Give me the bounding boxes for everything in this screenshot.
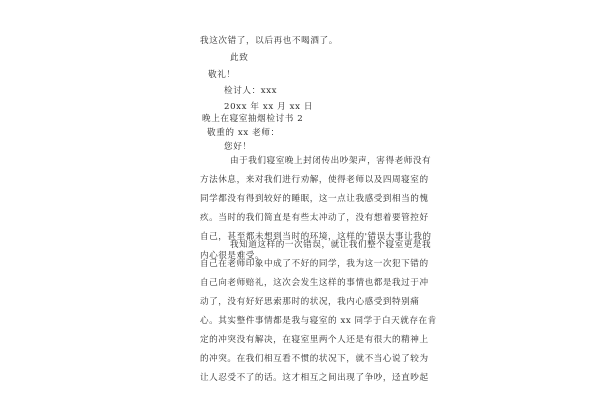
paragraph-2-line: 动了，没有好好思索那时的状况，我内心感受到特别痛 (200, 297, 420, 307)
closing-salute: 敬礼！ (208, 70, 236, 80)
paragraph-1-line: 由于我们寝室晚上封闭传出吵架声，害得老师没有 (230, 156, 432, 166)
top-line: 我这次错了，以后再也不喝酒了。 (200, 36, 338, 46)
paragraph-1-line: 自己，甚至都未想到当时的环境，这样的'错误大事让我的 (200, 232, 432, 242)
paragraph-2-line: 的冲突。在我们相互看不惯的状况下，就不当心说了较为 (200, 354, 429, 364)
paragraph-1-line: 方法休息，来对我们进行劝解，使得老师以及四周寝室的 (200, 175, 429, 185)
paragraph-1-line: 内心很是难受。 (200, 251, 265, 261)
closing-regards: 此致 (230, 53, 249, 63)
date-line: 20xx 年 xx 月 xx 日 (224, 102, 314, 112)
salutation: 敬重的 xx 老师： (207, 128, 280, 138)
paragraph-2 (200, 236, 437, 388)
paragraph-1-line: 同学都没有得到较好的睡眠，这一点让我感受到相当的愧 (200, 194, 429, 204)
greeting: 您好！ (224, 142, 252, 152)
paragraph-2-line: 自己在老师印象中成了不好的同学，我为这一次犯下错的 (200, 259, 429, 269)
paragraph-2-line: 自己向老师赔礼，这次会发生这样的事情也都是我过于冲 (200, 278, 429, 288)
section-title: 晚上在寝室抽烟检讨书 2 (202, 114, 304, 124)
signer-line: 检讨人：xxx (224, 86, 278, 96)
paragraph-2-line: 让人忍受不了的话。这才相互之间出现了争吵，迳直吵起 (200, 373, 429, 383)
paragraph-1-line: 疚。当时的我们简直是有些太冲动了，没有想着要管控好 (200, 213, 429, 223)
paragraph-2-line: 我知道这样的一次错误，就让我们整个寝室更是我 (230, 240, 432, 250)
paragraph-2-line: 定的冲突没有解决，在寝室里两个人还是有很大的精神上 (200, 335, 429, 345)
paragraph-2-line: 心。其实整件事情都是我与寝室的 xx 同学于白天就存在肯 (200, 316, 437, 326)
